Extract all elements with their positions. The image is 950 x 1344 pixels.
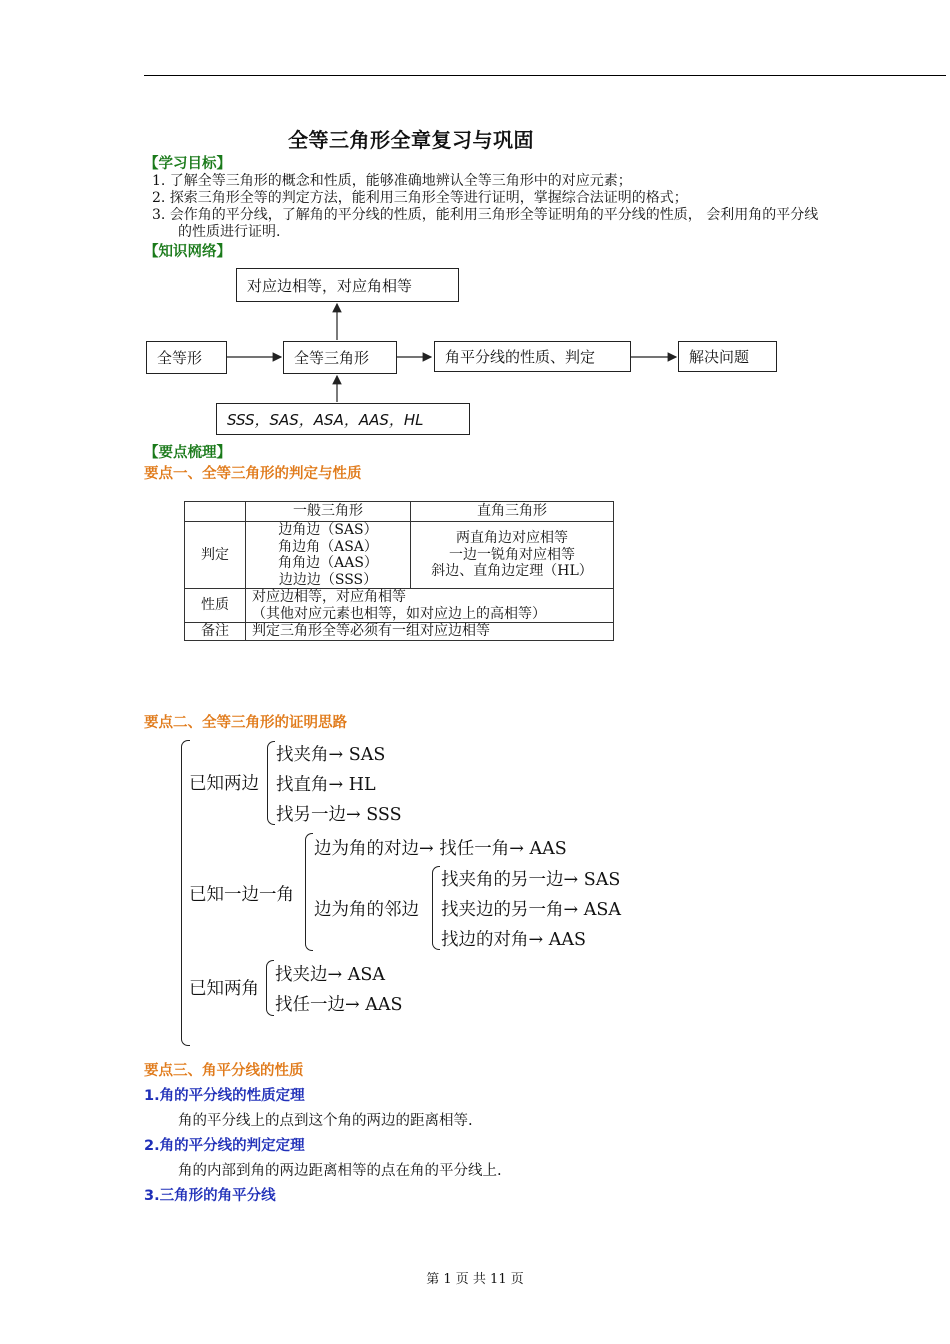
table-row <box>185 589 614 623</box>
table-cell: （其他对应元素也相等，如对应边上的高相等） <box>252 605 546 622</box>
subsection-2-heading: 2.角的平分线的判定定理 <box>144 1138 305 1154</box>
table-row <box>185 623 614 641</box>
goal-item-1: 1. 了解全等三角形的概念和性质，能够准确地辨认全等三角形中的对应元素； <box>152 173 632 189</box>
goal-item-2: 2. 探索三角形全等的判定方法，能利用三角形全等进行证明，掌握综合法证明的格式； <box>152 190 688 206</box>
proof-item: 找直角→ HL <box>276 775 376 795</box>
table-row-label: 判定 <box>185 522 246 589</box>
table-cell: 角角边（AAS） <box>278 555 378 571</box>
subsection-2-text: 角的内部到角的两边距离相等的点在角的平分线上. <box>178 1163 502 1179</box>
table-row <box>185 502 614 522</box>
table-row <box>185 522 614 589</box>
page-footer: 第 1 页 共 11 页 <box>426 1272 524 1287</box>
table-row-label: 性质 <box>185 589 246 623</box>
proof-item: 找另一边→ SSS <box>276 805 402 825</box>
proof-item: 找边的对角→ AAS <box>441 930 586 950</box>
network-node-criteria: SSS，SAS，ASA，AAS，HL <box>216 403 470 435</box>
proof-item: 找夹边→ ASA <box>275 965 385 985</box>
point-2-heading: 要点二、全等三角形的证明思路 <box>144 715 347 731</box>
goal-item-3-cont: 的性质进行证明. <box>178 224 281 240</box>
table-cell: 边边边（SSS） <box>278 571 378 588</box>
points-heading: 【要点梳理】 <box>144 445 231 461</box>
network-heading: 【知识网络】 <box>144 244 231 260</box>
proof-group-two-sides: 已知两边 <box>189 774 259 794</box>
network-node-solve-problems: 解决问题 <box>678 341 777 372</box>
table-cell: 两直角边对应相等 <box>456 530 568 547</box>
table-cell: 角边角（ASA） <box>278 538 378 555</box>
criteria-table <box>184 501 614 641</box>
table-cell: 斜边、直角边定理（HL） <box>431 563 593 580</box>
brace <box>267 741 275 825</box>
table-header-right: 直角三角形 <box>411 502 614 522</box>
proof-group-two-angles: 已知两角 <box>189 979 259 999</box>
network-node-properties: 对应边相等，对应角相等 <box>236 268 459 302</box>
proof-subgroup-adjacent: 边为角的邻边 <box>314 900 419 920</box>
subsection-3-heading: 3.三角形的角平分线 <box>144 1188 276 1204</box>
table-cell: 边角边（SAS） <box>278 522 378 538</box>
table-row-label: 备注 <box>185 623 246 641</box>
goal-item-3: 3. 会作角的平分线，了解角的平分线的性质，能利用三角形全等证明角的平分线的性质， 会利用角的平分线 <box>152 207 819 223</box>
network-node-congruent-figures: 全等形 <box>146 341 227 374</box>
network-node-angle-bisector: 角平分线的性质、判定 <box>434 341 631 372</box>
proof-item: 找夹边的另一角→ ASA <box>441 900 621 920</box>
table-cell: 一边一锐角对应相等 <box>449 546 575 563</box>
proof-item: 找任一边→ AAS <box>275 995 403 1015</box>
brace <box>305 833 313 951</box>
table-cell: 对应边相等，对应角相等 <box>252 589 406 605</box>
network-arrows <box>0 0 950 450</box>
proof-group-side-angle: 已知一边一角 <box>189 885 294 905</box>
goals-heading: 【学习目标】 <box>144 156 231 172</box>
table-cell: 判定三角形全等必须有一组对应边相等 <box>246 623 614 641</box>
brace <box>432 866 440 950</box>
subsection-1-heading: 1.角的平分线的性质定理 <box>144 1088 305 1104</box>
subsection-1-text: 角的平分线上的点到这个角的两边的距离相等. <box>178 1113 473 1129</box>
page-title: 全等三角形全章复习与巩固 <box>288 128 534 152</box>
point-3-heading: 要点三、角平分线的性质 <box>144 1063 304 1079</box>
proof-item: 边为角的对边→ 找任一角→ AAS <box>314 839 567 859</box>
network-node-congruent-triangles: 全等三角形 <box>283 341 397 374</box>
proof-item: 找夹角→ SAS <box>276 745 386 765</box>
proof-item: 找夹角的另一边→ SAS <box>441 870 621 890</box>
point-1-heading: 要点一、全等三角形的判定与性质 <box>144 466 362 482</box>
brace <box>266 960 274 1016</box>
table-header-general: 一般三角形 <box>246 502 411 522</box>
